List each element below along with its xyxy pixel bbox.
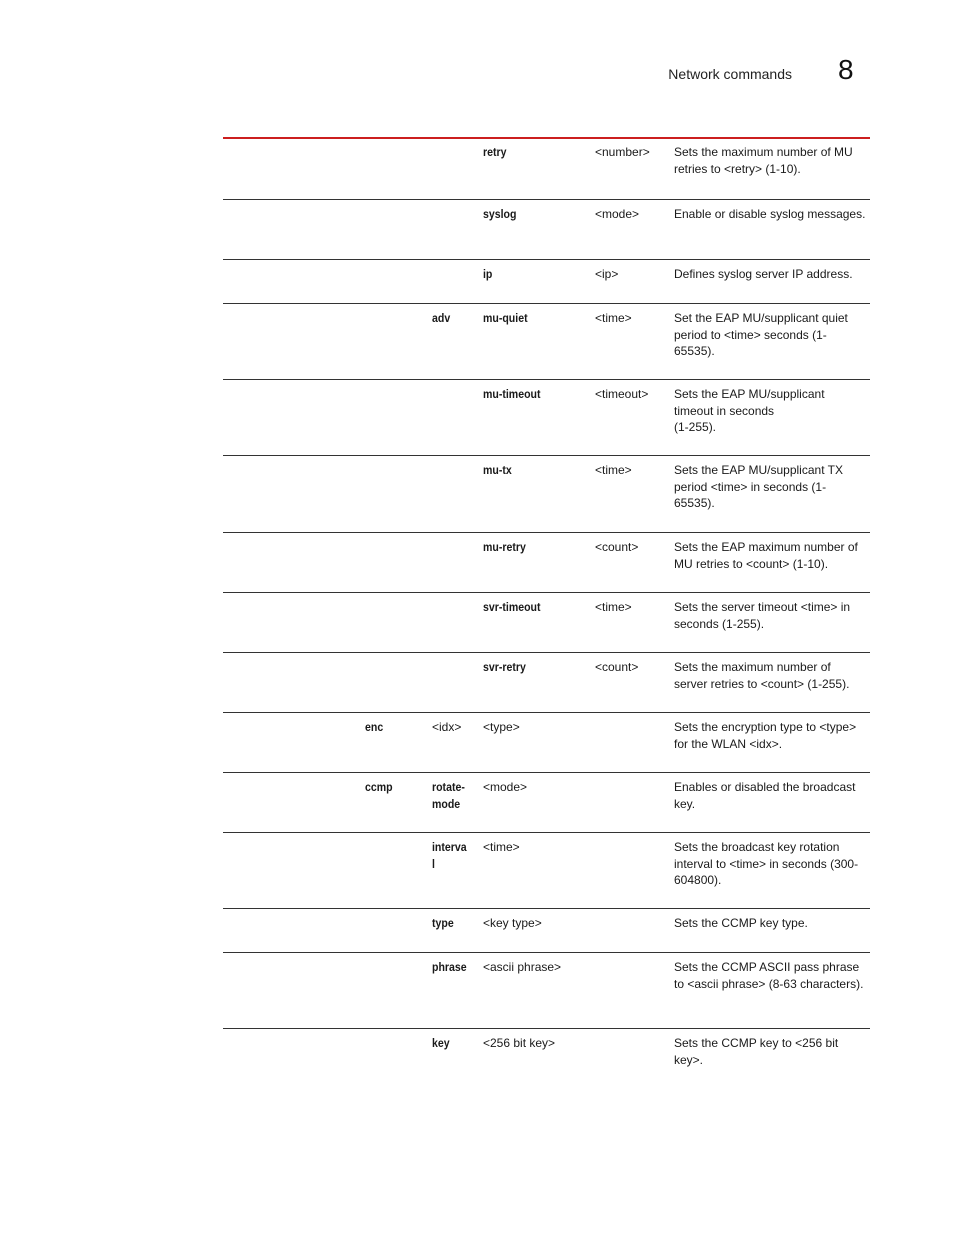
description-cell: Sets the CCMP ASCII pass phrase to <ascii phrase> (8-63 characters).: [674, 960, 864, 991]
command-table: [223, 138, 870, 1074]
command-cell: svr-retry: [483, 660, 526, 674]
description-cell: Sets the EAP MU/supplicant timeout in seconds (1-255).: [674, 387, 825, 434]
table-row: [223, 380, 870, 456]
description-cell: Sets the broadcast key rotation interval to <time> in seconds (300-604800).: [674, 840, 859, 887]
command-cell: ip: [483, 267, 493, 281]
section-title: Network commands: [668, 66, 792, 82]
subcommand-cell: rotate- mode: [432, 780, 465, 811]
argument-cell: <time>: [483, 840, 520, 854]
subcommand-cell: interva l: [432, 840, 467, 871]
table-row: [223, 909, 870, 953]
command-cell: mu-quiet: [483, 311, 528, 325]
table-row: [223, 833, 870, 909]
argument-cell: <count>: [595, 660, 639, 674]
table-row: [223, 456, 870, 533]
argument-cell: <timeout>: [595, 387, 649, 401]
table-row: [223, 200, 870, 260]
table-row: [223, 953, 870, 1029]
argument-cell: <mode>: [595, 207, 640, 221]
argument-cell: <mode>: [483, 780, 528, 794]
argument-cell: <time>: [595, 600, 632, 614]
argument-cell: <ascii phrase>: [483, 960, 562, 974]
table-row: [223, 773, 870, 833]
command-cell: syslog: [483, 207, 517, 221]
chapter-number: 8: [838, 54, 854, 85]
description-cell: Sets the server timeout <time> in seconds (1-255).: [674, 600, 851, 631]
argument-cell: <type>: [483, 720, 520, 734]
description-cell: Sets the EAP maximum number of MU retries to <count> (1-10).: [674, 540, 858, 571]
subcommand-cell: phrase: [432, 960, 467, 974]
description-cell: Sets the maximum number of MU retries to <retry> (1-10).: [674, 145, 853, 176]
argument-cell: <ip>: [595, 267, 619, 281]
command-cell: mu-retry: [483, 540, 526, 554]
table-row: [223, 304, 870, 380]
description-cell: Sets the encryption type to <type> for the WLAN <idx>.: [674, 720, 857, 751]
table-row: [223, 1029, 870, 1074]
table-row: [223, 533, 870, 593]
argument-cell: <256 bit key>: [483, 1036, 556, 1050]
command-cell: enc: [365, 720, 384, 734]
description-cell: Set the EAP MU/supplicant quiet period to <time> seconds (1-65535).: [674, 311, 848, 358]
subcommand-cell: key: [432, 1036, 450, 1050]
table-row: [223, 713, 870, 773]
table-row: [223, 260, 870, 304]
description-cell: Sets the CCMP key to <256 bit key>.: [674, 1036, 839, 1067]
command-cell: ccmp: [365, 780, 393, 794]
table-row: [223, 593, 870, 653]
argument-cell: <count>: [595, 540, 639, 554]
description-cell: Sets the CCMP key type.: [674, 916, 808, 930]
argument-cell: <key type>: [483, 916, 542, 930]
description-cell: Enables or disabled the broadcast key.: [674, 780, 856, 811]
argument-cell: <number>: [595, 145, 650, 159]
command-cell: mu-tx: [483, 463, 512, 477]
table-row: [223, 138, 870, 200]
argument-cell: <time>: [595, 463, 632, 477]
subcommand-cell: type: [432, 916, 454, 930]
parameter-cell: <idx>: [432, 720, 462, 734]
description-cell: Enable or disable syslog messages.: [674, 207, 866, 221]
command-cell: retry: [483, 145, 507, 159]
description-cell: Sets the maximum number of server retries to <count> (1-255).: [674, 660, 850, 691]
command-cell: svr-timeout: [483, 600, 541, 614]
description-cell: Defines syslog server IP address.: [674, 267, 853, 281]
group-cell: adv: [432, 311, 451, 325]
command-cell: mu-timeout: [483, 387, 541, 401]
table-row: [223, 653, 870, 713]
argument-cell: <time>: [595, 311, 632, 325]
description-cell: Sets the EAP MU/supplicant TX period <time> in seconds (1-65535).: [674, 463, 843, 510]
